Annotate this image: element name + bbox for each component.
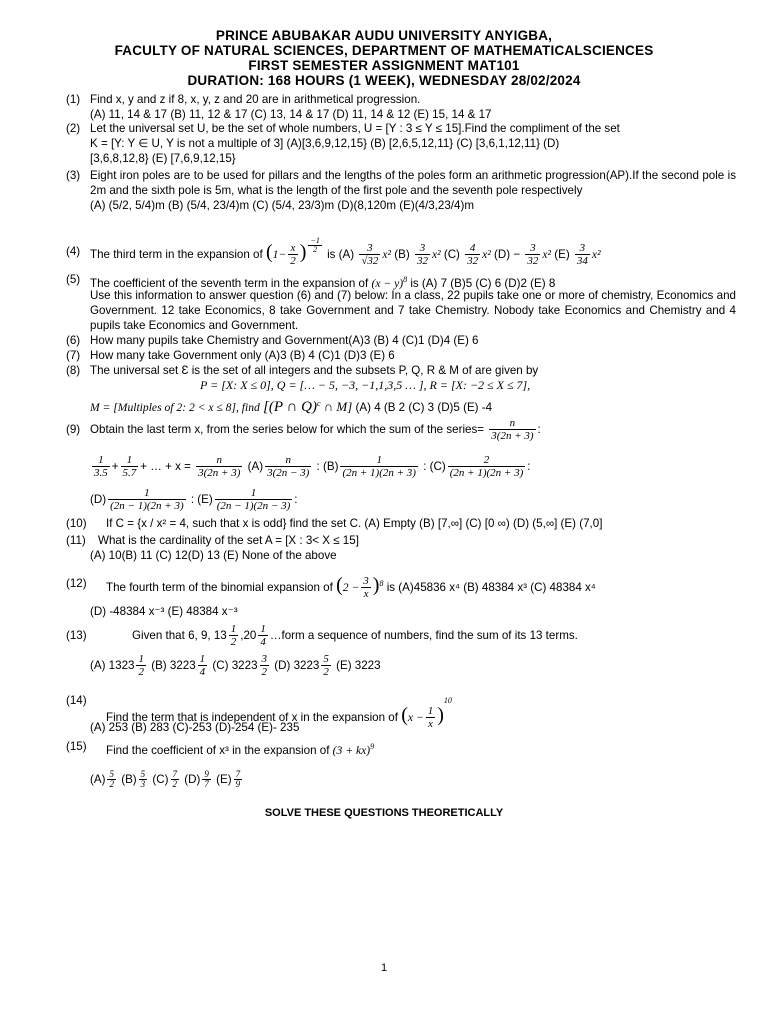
question-number: (13): [66, 629, 87, 642]
question-number: (1): [66, 93, 81, 106]
question-3: [68, 168, 736, 213]
question-text: How many pupils take Chemistry and Government(A)3 (B) 4 (C)1 (D)4 (E) 6: [90, 334, 479, 347]
question-options: (A) (5/2, 5/4)m (B) (5/4, 23/4)m (C) (5/4, 23/3)m (D)(8,120m (E)(4/3,23/4)m: [90, 199, 474, 212]
option-a-label: (A): [247, 460, 264, 473]
bracket-tail: ∩ M]: [323, 398, 353, 414]
question-tail: …form a sequence of numbers, find the sum of its 13 terms.: [269, 629, 578, 642]
paren-open: (: [265, 241, 273, 263]
question-text: [106, 570, 736, 602]
expression: (3 + kx): [332, 743, 371, 757]
faculty-department: FACULTY OF NATURAL SCIENCES, DEPARTMENT OF MATHEMATICALSCIENCES: [114, 43, 654, 58]
option-c-label: : (C): [423, 460, 446, 473]
question-number: (2): [66, 122, 81, 135]
question-number: (15): [66, 740, 87, 753]
option-d-label: (D) −: [494, 248, 521, 261]
option-d: (D) 3223: [274, 659, 320, 672]
question-lead: Given that 6, 9, 13: [132, 629, 227, 642]
question-13-options: (A) 1323 $\frac{1}{2}$ (B) 3223 $\frac{1}{4}$ (C) 3223 $\frac{3}{2}$ (D) 3223 $\frac{5}{2}$ (E) 3223: [90, 653, 381, 679]
question-text: The universal set Ɛ is the set of all integers and the subsets P, Q, R & M of are given by: [90, 364, 539, 377]
question-lead: Find the coefficient of x³ in the expansion of: [106, 743, 330, 757]
question-number: (14): [66, 694, 87, 707]
question-number: (9): [66, 423, 81, 436]
question-9-series: [90, 452, 736, 482]
fraction-1-over-x: $\frac{1}{x}$: [427, 705, 434, 731]
option-a-frac: $\frac{3}{√32}$: [361, 242, 379, 268]
question-lead: The coefficient of the seventh term in the expansion of: [90, 276, 369, 290]
question-text: How many take Government only (A)3 (B) 4 (C)1 (D)3 (E) 6: [90, 349, 395, 362]
document-header: [20, 28, 748, 88]
question-number: (11): [66, 534, 86, 547]
option-d-frac: $\frac{1}{(2n - 1)(2n + 3)}$: [110, 487, 184, 513]
question-number: (5): [66, 273, 81, 286]
question-line3: [90, 393, 736, 419]
expr-x: x −: [407, 711, 424, 724]
question-number: (10): [66, 517, 87, 530]
question-text: [106, 739, 736, 758]
question-text: [90, 416, 736, 444]
question-lead: The fourth term of the binomial expansion of: [106, 580, 333, 594]
option-c-label: (C): [443, 248, 460, 261]
colon: :: [294, 493, 298, 506]
set-definitions: P = [X: X ≤ 0], Q = [… − 5, −3, −1,1,3,5 … ], R = [X: −2 ≤ X ≤ 7],: [200, 378, 531, 392]
option-a-label: (A): [90, 773, 106, 786]
question-12-options-2: (D) -48384 x⁻³ (E) 48384 x⁻³: [90, 605, 238, 618]
expr-two: 2 −: [342, 580, 360, 594]
series-sum-frac: $\frac{n}{3(2n + 3)}$: [198, 454, 241, 480]
option-b-label: (B): [121, 773, 137, 786]
sum-fraction: $\frac{n}{3(2n + 3)}$: [491, 417, 534, 443]
plus: +: [111, 460, 119, 473]
paren-close: ): [372, 573, 380, 596]
option-a: (A) 1323: [90, 659, 135, 672]
info-paragraph: Use this information to answer question (6) and (7) below: In a class, 22 pupils take one or more of chemistry, Economics and Government. 12 take Economics, 8 take Government and 7 take Chemistry. Nobody take Economics and Chemistry and 4 pupils take Economics and Government.: [90, 289, 736, 332]
question-number: (3): [66, 169, 81, 182]
paren-close: ): [299, 241, 307, 263]
question-number: (12): [66, 577, 87, 590]
question-7: [68, 348, 736, 363]
option-c-label: (C): [152, 773, 169, 786]
assignment-title: FIRST SEMESTER ASSIGNMENT MAT101: [248, 58, 520, 73]
question-number: (8): [66, 364, 81, 377]
exponent: 10: [443, 696, 452, 705]
series-term-2: $\frac{1}{5.7}$: [122, 454, 137, 480]
question-options: (A) 10(B) 11 (C) 12(D) 13 (E) None of the above: [90, 549, 337, 562]
option-b: (B) 3223: [151, 659, 196, 672]
paren-close: ): [437, 704, 444, 726]
option-d-frac: $\frac{3}{32}$: [527, 242, 539, 268]
question-1: [68, 92, 736, 122]
option-b-frac: $\frac{3}{32}$: [416, 242, 428, 268]
question-12: [68, 570, 736, 602]
question-options: is (A)45836 x⁴ (B) 48384 x³ (C) 48384 x⁴: [386, 580, 596, 594]
paren-open: (: [401, 704, 408, 726]
question-options: is (A) 7 (B)5 (C) 6 (D)2 (E) 8: [410, 276, 556, 290]
series-term-1: $\frac{1}{3.5}$: [94, 454, 108, 480]
question-2: [68, 121, 736, 166]
question-4: [68, 237, 736, 270]
option-d-label: (D): [184, 773, 201, 786]
question-text: Find x, y and z if 8, x, y, z and 20 are in arithmetical progression.: [90, 93, 421, 106]
question-text: Eight iron poles are to be used for pillars and the lengths of the poles form an arithmetic progression(AP).If the second pole is 2m and the sixth pole is 5m, what is the length of the first pole and the seventh pole respectively: [90, 169, 736, 197]
exponent-8: 8: [379, 579, 384, 588]
option-b-frac: $\frac{1}{(2n + 1)(2n + 3)}$: [342, 454, 416, 480]
option-e-label: : (E): [190, 493, 213, 506]
frac-quarter: $\frac{1}{4}$: [260, 623, 266, 649]
option-b-label: (B): [394, 248, 410, 261]
option-e-frac: $\frac{1}{(2n - 1)(2n - 3)}$: [216, 487, 291, 513]
series-rest: + … + x =: [140, 460, 191, 473]
question-number: (6): [66, 334, 81, 347]
option-c: (C) 3223: [212, 659, 258, 672]
question-8: [68, 363, 736, 419]
question-options: (A) 4 (B 2 (C) 3 (D)5 (E) -4: [355, 400, 493, 414]
option-a-frac: $\frac{n}{3(2n - 3)}$: [267, 454, 310, 480]
complement-sup: c: [316, 399, 321, 408]
question-13: [68, 622, 736, 650]
question-15-options: (A) $\frac{5}{2}$ (B) $\frac{5}{3}$ (C) $\frac{7}{2}$ (D) $\frac{9}{7}$ (E) $\frac{7}{9}$: [90, 769, 241, 790]
question-options: (A) 11, 14 & 17 (B) 11, 12 & 17 (C) 13, 14 & 17 (D) 11, 14 & 12 (E) 15, 14 & 17: [90, 108, 492, 121]
question-number: (7): [66, 349, 81, 362]
option-e-label: (E): [216, 773, 232, 786]
paren-open: (: [336, 573, 343, 596]
question-text: If C = {x / x² = 4, such that x is odd} find the set C. (A) Empty (B) [7,∞] (C) [0 ∞) (D) (5,∞] (E) (7,0]: [106, 517, 603, 530]
question-9: [68, 416, 736, 444]
page-number: 1: [380, 962, 388, 974]
option-e-frac: $\frac{3}{34}$: [576, 242, 588, 268]
exponent-minus-half: $\frac{-1}{2}$: [310, 236, 320, 254]
question-text: [132, 622, 736, 650]
question-text: Let the universal set U, be the set of whole numbers, U = [Y : 3 ≤ Y ≤ 15].Find the compliment of the set: [90, 122, 620, 135]
question-text-line2: K = [Y: Y ∈ U, Y is not a multiple of 3] (A)[3,6,9,12,15} (B) [2,6,5,12,11} (C) [3,6,1,12,11} (D): [90, 137, 560, 150]
question-text-line3: [3,6,8,12,8} (E) [7,6,9,12,15}: [90, 152, 236, 165]
option-a-label: is (A): [327, 248, 355, 261]
question-6: [68, 333, 736, 348]
question-lead: Find the term that is independent of x in the expansion of: [106, 711, 398, 724]
question-text: What is the cardinality of the set A = [X : 3< X ≤ 15]: [98, 534, 359, 547]
term-20: ,20: [240, 629, 257, 642]
instruction-footer: SOLVE THESE QUESTIONS THEORETICALLY: [264, 807, 504, 819]
frac-half: $\frac{1}{2}$: [230, 623, 237, 649]
bracket-expression: [(P ∩ Q): [263, 398, 317, 415]
expression: (x − y): [371, 276, 404, 290]
question-lead: Obtain the last term x, from the series below for which the sum of the series=: [90, 423, 485, 436]
university-name: PRINCE ABUBAKAR AUDU UNIVERSITY ANYIGBA,: [215, 28, 553, 43]
option-e-label: (E): [554, 248, 570, 261]
colon: :: [527, 460, 531, 473]
colon: :: [537, 423, 541, 436]
option-d-label: (D): [90, 493, 107, 506]
question-number: (4): [66, 245, 81, 258]
set-m-definition: M = [Multiples of 2: 2 < x ≤ 8], find: [90, 400, 260, 414]
exponent: 9: [370, 742, 375, 751]
option-e: (E) 3223: [336, 659, 381, 672]
option-b-label: : (B): [316, 460, 339, 473]
question-text: The third term in the expansion of (1− $\frac{x}{2}$ ) $\frac{-1}{2}$ is (A) $\frac{3}{√32}$ x² (B) $\frac{3}{32}$ x² (C) $\frac{4}{32}$ x² (D) − $\frac{3}{32}$ x² (E) $\frac{3}{34}$ x²: [90, 236, 601, 268]
question-15: [68, 739, 736, 758]
question-10: [68, 516, 736, 531]
duration-date: DURATION: 168 HOURS (1 WEEK), WEDNESDAY 28/02/2024: [187, 73, 581, 88]
expr-one: 1−: [272, 248, 287, 261]
fraction-3-over-x: $\frac{3}{x}$: [363, 575, 369, 601]
option-c-frac: $\frac{2}{(2n + 1)(2n + 3)}$: [449, 454, 524, 480]
question-11: [68, 533, 736, 563]
exponent: 8: [403, 275, 408, 284]
question-lead: The third term in the expansion of: [90, 248, 263, 261]
question-9-options-de: [90, 485, 736, 515]
option-c-frac: $\frac{4}{32}$: [467, 242, 479, 268]
fraction-x-over-2: $\frac{x}{2}$: [290, 242, 296, 268]
question-14-options: (A) 253 (B) 283 (C)-253 (D)-254 (E)- 235: [90, 721, 300, 734]
